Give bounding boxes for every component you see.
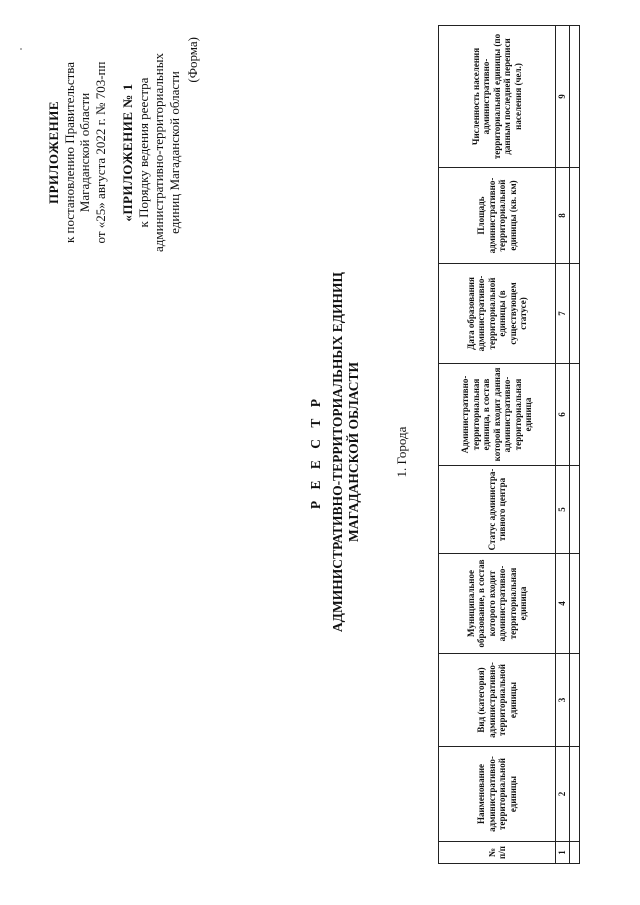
empty-cell [569, 26, 579, 168]
appendix-block [46, 35, 201, 270]
empty-cell [569, 747, 579, 842]
column-number-cell: 8 [556, 168, 570, 264]
column-number-cell: 9 [556, 26, 570, 168]
registry-title [308, 22, 362, 882]
empty-cell [569, 554, 579, 654]
scan-speck [20, 48, 22, 50]
section-heading: 1. Города [394, 426, 409, 478]
empty-cell [569, 364, 579, 466]
column-number-cell: 7 [556, 264, 570, 364]
header-cell: Дата образования административно-территориальной единицы (в существующем статусе) [439, 264, 556, 364]
header-cell: Наименование административно-территориальной единицы [439, 747, 556, 842]
header-cell: № п/п [439, 842, 556, 864]
column-number-cell: 4 [556, 554, 570, 654]
title-word: Р Е Е С Т Р [308, 394, 323, 510]
appendix-line: административно-территориальных [151, 53, 166, 252]
appendix-line: единиц Магаданской области [166, 71, 182, 234]
rotated-landscape-content [40, 22, 600, 882]
header-cell: Численность населения административно-территориальной единицы (по данным последней переписи населения (чел.) [439, 26, 556, 168]
header-cell: Вид (категория) административно-территориальной единицы [439, 654, 556, 747]
column-number-cell: 1 [556, 842, 570, 864]
registry-table [438, 25, 580, 864]
column-number-cell: 3 [556, 654, 570, 747]
header-cell: Муниципальное образование, в состав которого входит административно-территориальная единица [439, 554, 556, 654]
appendix-line: к Порядку ведения реестра [135, 77, 151, 228]
column-number-cell: 2 [556, 747, 570, 842]
appendix-line: к постановлению Правительства [61, 61, 77, 244]
header-cell: Статус администра-тивного центра [439, 466, 556, 554]
table-number-row [556, 26, 570, 864]
column-number-cell: 6 [556, 364, 570, 466]
empty-cell [569, 842, 579, 864]
appendix-heading-2: «ПРИЛОЖЕНИЕ № 1 [120, 83, 135, 222]
empty-cell [569, 466, 579, 554]
form-label: (Форма) [185, 37, 200, 83]
empty-cell [569, 264, 579, 364]
empty-cell [569, 654, 579, 747]
appendix-heading: ПРИЛОЖЕНИЕ [46, 100, 61, 205]
title-line: МАГАДАНСКОЙ ОБЛАСТИ [346, 362, 361, 542]
header-cell: Площадь административно-территориальной единицы (кв. км) [439, 168, 556, 264]
appendix-date-line: от «25» августа 2022 г. № 703-пп [92, 61, 108, 244]
column-number-cell: 5 [556, 466, 570, 554]
header-cell: Административно-территориальная единица, в состав которой входит данная административно-территориальная единица [439, 364, 556, 466]
table-header-row [439, 26, 556, 864]
title-line: АДМИНИСТРАТИВНО-ТЕРРИТОРИАЛЬНЫХ ЕДИНИЦ [330, 271, 345, 633]
appendix-line: Магаданской области [77, 92, 92, 213]
table-empty-row [569, 26, 579, 864]
empty-cell [569, 168, 579, 264]
